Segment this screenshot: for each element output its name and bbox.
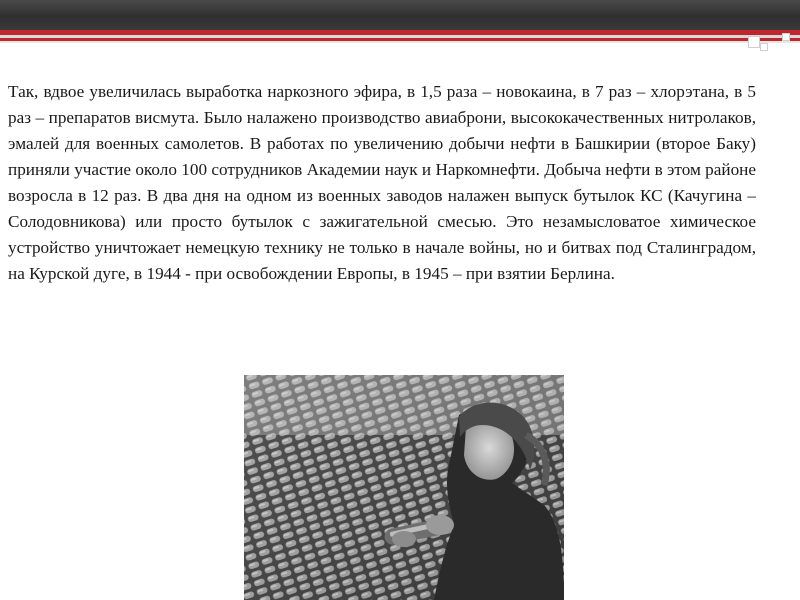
decorative-square bbox=[782, 33, 790, 41]
header-stripe-gray-thin bbox=[0, 41, 800, 43]
header-bar bbox=[0, 0, 800, 30]
slide-body-text: Так, вдвое увеличилась выработка наркозного эфира, в 1,5 раза – новокаина, в 7 раз – хлорэтана, в 5 раз – препаратов висмута. Было налажено производство авиаброни, высококачественных нитролаков, эмалей для военных самолетов. В работах по увеличению добычи нефти в Башкирии (второе Баку) приняли участие около 100 сотрудников Академии наук и Наркомнефти. Добыча нефти в этом районе возросла в 12 раз. В два дня на одном из военных заводов налажен выпуск бутылок КС (Качугина – Солодовникова) или просто бутылок с зажигательной смесью. Это незамысловатое химическое устройство уничтожает немецкую технику не только в начале войны, но и битвах под Сталинградом, на Курской дуге, в 1944 - при освобождении Европы, в 1945 – при взятии Берлина. bbox=[8, 82, 756, 283]
decorative-square bbox=[760, 43, 768, 51]
decorative-square bbox=[748, 36, 760, 48]
historical-photo bbox=[244, 375, 564, 600]
